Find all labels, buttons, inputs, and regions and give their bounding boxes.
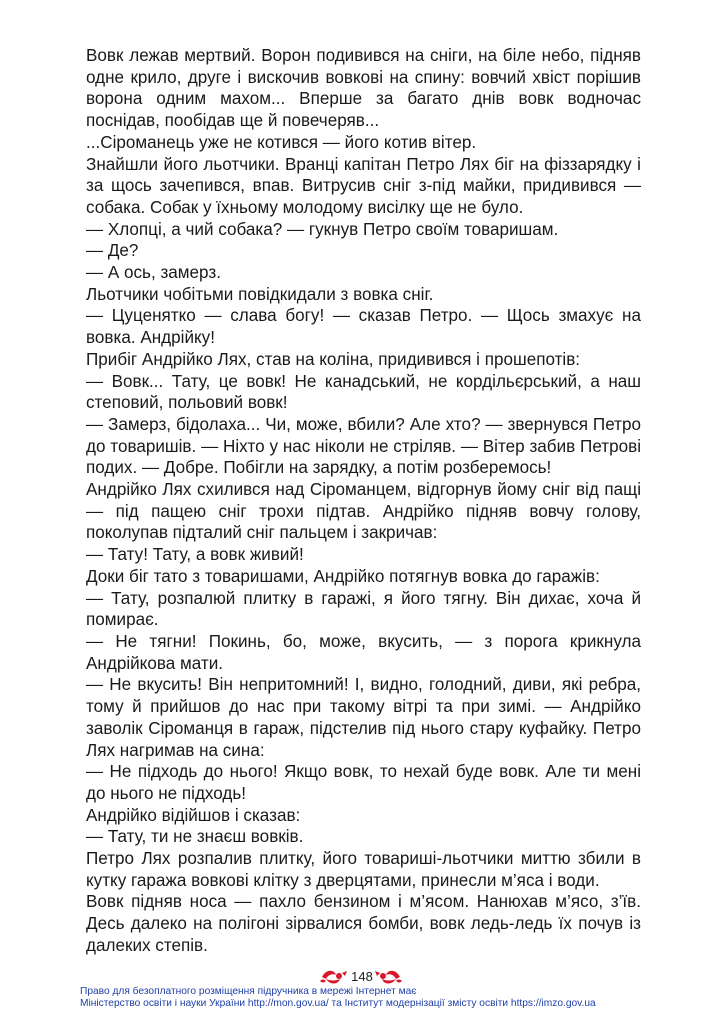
paragraph: — Не тягни! Покинь, бо, може, вкусить, — з порога крикнула Андрійкова мати.: [86, 631, 641, 673]
paragraph: Вовк підняв носа — пахло бензином і м’ясом. Нанюхав м’ясо, з’їв. Десь далеко на полігоні зірвалися бомби, вовк ледь-ледь їх почув із далеких степів.: [86, 892, 641, 955]
paragraph: — Вовк... Тату, це вовк! Не канадський, не кордільєрський, а наш степовий, польовий вовк!: [86, 371, 641, 413]
paragraph: — Тату, розпалюй плитку в гаражі, я його тягну. Він дихає, хоча й помирає.: [86, 588, 641, 630]
page-number-block: [318, 966, 408, 988]
flower-ornament-icon: [374, 967, 404, 987]
paragraph: ...Сіроманець уже не котився — його котив вітер.: [86, 132, 477, 152]
paragraph: — Тату, ти не знаєш вовків.: [86, 827, 304, 847]
page-body-text: [86, 45, 641, 957]
paragraph: — Тату! Тату, а вовк живий!: [86, 545, 304, 565]
paragraph: Льотчики чобітьми повідкидали з вовка сніг.: [86, 284, 434, 304]
copyright-notice: [80, 986, 680, 1011]
paragraph: Прибіг Андрійко Лях, став на коліна, придивився і прошепотів:: [86, 349, 581, 369]
paragraph: — А ось, замерз.: [86, 263, 221, 283]
paragraph: Андрійко Лях схилився над Сіроманцем, відгорнув йому сніг від пащі — під пащею сніг трохи підтав. Андрійко підняв вовчу голову, поколупав підталий сніг пальцем і закричав:: [86, 480, 641, 543]
paragraph: — Хлопці, а чий собака? — гукнув Петро своїм товаришам.: [86, 219, 559, 239]
paragraph: — Де?: [86, 241, 139, 261]
notice-line: Міністерство освіти і науки України http://mon.gov.ua/ та Інститут модернізації змісту освіти https://imzo.gov.ua: [80, 998, 596, 1010]
paragraph: Доки біг тато з товаришами, Андрійко потягнув вовка до гаражів:: [86, 566, 600, 586]
paragraph: — Не підходь до нього! Якщо вовк, то нехай буде вовк. Але ти мені до нього не підходь!: [86, 762, 641, 803]
paragraph: — Не вкусить! Він непритомний! І, видно, голодний, диви, які ребра, тому й прийшов до нас при такому вітрі та при зимі. — Андрійко заволік Сіроманця в гараж, підстелив під нього стару куфайку. Петро Лях нагримав на сина:: [86, 675, 641, 760]
paragraph: Петро Лях розпалив плитку, його товариші-льотчики миттю збили в кутку гаража вовкові клітку з дверцятами, принесли м’яса і води.: [86, 849, 641, 890]
paragraph: Знайшли його льотчики. Вранці капітан Петро Лях біг на фіззарядку і за щось зачепився, впав. Витрусив сніг з-під майки, придивився — собака. Собак у їхньому молодому висілку ще не було.: [86, 154, 641, 217]
notice-line: Право для безоплатного розміщення підручника в мережі Інтернет має: [80, 986, 417, 997]
paragraph: — Цуценятко — слава богу! — сказав Петро. — Щось змахує на вовка. Андрійку!: [86, 306, 641, 348]
paragraph: Вовк лежав мертвий. Ворон подивився на сніги, на біле небо, підняв одне крило, друге і вискочив вовкові на спину: вовчий хвіст порішив ворона одним махом... Вперше за багато днів вовк водночас поснідав, пообідав ще й повечеряв...: [86, 46, 641, 131]
paragraph: — Замерз, бідолаха... Чи, може, вбили? Але хто? — звернувся Петро до товаришів. — Ніхто у нас ніколи не стріляв. — Вітер забив Петрові подих. — Добре. Побігли на зарядку, а потім розберемось!: [86, 414, 641, 478]
page-number: 148: [351, 969, 373, 984]
paragraph: Андрійко відійшов і сказав:: [86, 805, 301, 825]
